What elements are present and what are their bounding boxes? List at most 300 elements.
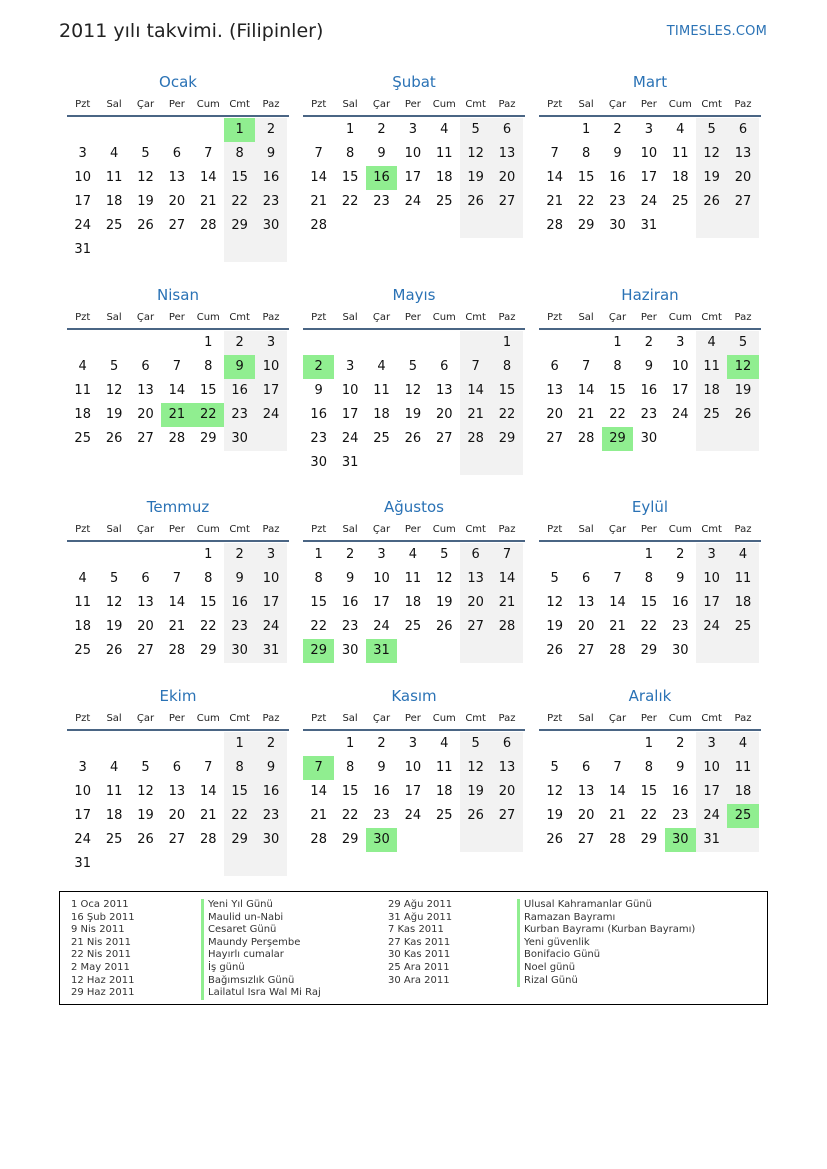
day-cell: 27 xyxy=(137,431,154,446)
day-cell: 23 xyxy=(224,615,255,639)
day-cell: 24 xyxy=(404,808,422,823)
day-cell: 4 xyxy=(78,359,87,374)
day-cell: 7 xyxy=(460,355,491,379)
day-cell: 2 xyxy=(377,122,386,137)
day-cell: 10 xyxy=(373,571,390,586)
empty-day-cell xyxy=(429,214,460,238)
weekday-label: Sal xyxy=(578,98,594,110)
empty-day-cell xyxy=(67,118,98,142)
empty-day-cell xyxy=(696,427,727,451)
day-cell: 16 xyxy=(255,166,286,190)
empty-day-cell xyxy=(727,214,758,238)
day-cell: 29 xyxy=(640,643,658,658)
day-cell: 19 xyxy=(137,194,154,209)
day-cell: 4 xyxy=(377,359,386,374)
day-cell: 17 xyxy=(671,383,689,398)
day-cell: 20 xyxy=(137,619,154,634)
day-cell: 29 xyxy=(341,832,359,847)
weekday-label: Paz xyxy=(262,523,280,535)
day-cell: 16 xyxy=(310,407,327,422)
day-cell: 9 xyxy=(255,142,286,166)
day-cell: 22 xyxy=(224,804,255,828)
weekday-label: Per xyxy=(404,311,421,323)
day-cell: 2 xyxy=(255,118,286,142)
legend-holiday-name: Kurban Bayramı (Kurban Bayramı) xyxy=(517,924,695,937)
day-cell: 8 xyxy=(644,571,653,586)
day-cell: 19 xyxy=(727,379,758,403)
legend-date: 25 Ara 2011 xyxy=(388,961,450,973)
day-grid xyxy=(303,543,525,663)
day-cell: 5 xyxy=(141,146,150,161)
day-cell: 29 xyxy=(577,218,595,233)
day-cell: 13 xyxy=(577,784,595,799)
day-cell: 4 xyxy=(727,543,758,567)
day-cell: 27 xyxy=(546,431,563,446)
day-cell: 9 xyxy=(377,146,386,161)
day-cell: 14 xyxy=(199,170,217,185)
empty-day-cell xyxy=(397,828,428,852)
day-cell: 16 xyxy=(671,595,689,610)
day-cell: 19 xyxy=(435,595,453,610)
legend-date: 27 Kas 2011 xyxy=(388,936,451,948)
day-cell: 26 xyxy=(727,403,758,427)
month-name: Mart xyxy=(632,73,668,91)
day-cell: 10 xyxy=(74,170,91,185)
empty-day-cell xyxy=(255,852,286,876)
day-cell: 17 xyxy=(255,591,286,615)
day-cell: 9 xyxy=(377,760,386,775)
day-cell: 6 xyxy=(550,359,559,374)
day-cell: 19 xyxy=(460,166,491,190)
month-name: Ocak xyxy=(159,73,197,91)
day-cell: 30 xyxy=(671,643,689,658)
day-cell: 26 xyxy=(137,218,154,233)
day-cell: 12 xyxy=(696,142,727,166)
weekday-label: Cum xyxy=(196,98,220,110)
day-cell: 31 xyxy=(74,242,91,257)
site-logo[interactable]: TIMESLES.COM xyxy=(666,24,767,39)
day-cell: 22 xyxy=(577,194,595,209)
weekday-label: Paz xyxy=(498,98,516,110)
day-cell: 9 xyxy=(314,383,323,398)
weekday-header xyxy=(303,707,525,731)
day-cell: 25 xyxy=(105,218,123,233)
weekday-header xyxy=(67,518,289,542)
day-cell: 22 xyxy=(640,808,658,823)
day-cell: 6 xyxy=(727,118,758,142)
day-cell: 6 xyxy=(491,732,522,756)
day-cell: 23 xyxy=(373,194,390,209)
weekday-label: Çar xyxy=(136,98,155,110)
weekday-header xyxy=(303,306,525,330)
empty-day-cell xyxy=(696,214,727,238)
day-cell: 2 xyxy=(224,331,255,355)
weekday-label: Cum xyxy=(196,712,220,724)
day-cell: 28 xyxy=(310,218,327,233)
day-cell: 28 xyxy=(609,643,626,658)
holiday-day-cell: 9 xyxy=(224,355,255,379)
weekday-label: Pzt xyxy=(547,311,563,323)
weekday-label: Çar xyxy=(372,523,391,535)
day-cell: 9 xyxy=(224,567,255,591)
day-cell: 13 xyxy=(577,595,595,610)
day-cell: 18 xyxy=(74,407,91,422)
weekday-label: Cum xyxy=(432,712,456,724)
day-cell: 13 xyxy=(168,784,186,799)
weekday-label: Çar xyxy=(372,98,391,110)
day-cell: 28 xyxy=(310,832,327,847)
day-cell: 14 xyxy=(310,170,327,185)
day-grid xyxy=(67,331,289,451)
day-grid xyxy=(67,732,289,876)
empty-day-cell xyxy=(397,639,428,663)
weekday-label: Cmt xyxy=(465,311,486,323)
day-cell: 6 xyxy=(172,146,181,161)
day-cell: 27 xyxy=(577,643,595,658)
legend-names-col-1 xyxy=(201,899,321,1000)
day-cell: 23 xyxy=(640,407,658,422)
empty-day-cell xyxy=(224,852,255,876)
day-cell: 18 xyxy=(105,808,123,823)
day-cell: 11 xyxy=(671,146,689,161)
day-cell: 22 xyxy=(491,403,522,427)
day-cell: 21 xyxy=(310,808,327,823)
empty-day-cell xyxy=(397,451,428,475)
weekday-label: Paz xyxy=(498,523,516,535)
day-cell: 4 xyxy=(696,331,727,355)
weekday-label: Pzt xyxy=(311,98,327,110)
legend-date: 22 Nis 2011 xyxy=(71,949,131,961)
legend-holiday-name: Hayırlı cumalar xyxy=(201,949,321,962)
weekday-label: Per xyxy=(640,311,657,323)
weekday-label: Per xyxy=(404,523,421,535)
weekday-label: Pzt xyxy=(75,311,91,323)
day-cell: 20 xyxy=(577,808,595,823)
empty-day-cell xyxy=(334,331,365,355)
day-cell: 2 xyxy=(224,543,255,567)
day-cell: 2 xyxy=(345,547,355,562)
weekday-header xyxy=(303,93,525,117)
day-cell: 21 xyxy=(168,619,186,634)
day-cell: 15 xyxy=(224,780,255,804)
day-grid xyxy=(67,543,289,663)
day-cell: 1 xyxy=(644,547,653,562)
day-cell: 26 xyxy=(137,832,154,847)
weekday-label: Cmt xyxy=(701,98,722,110)
day-cell: 17 xyxy=(255,379,286,403)
day-cell: 6 xyxy=(440,359,449,374)
day-cell: 7 xyxy=(491,543,522,567)
weekday-label: Cum xyxy=(196,311,220,323)
empty-day-cell xyxy=(161,543,192,567)
day-cell: 18 xyxy=(727,780,758,804)
day-cell: 2 xyxy=(255,732,286,756)
day-cell: 7 xyxy=(314,146,323,161)
day-cell: 15 xyxy=(640,595,658,610)
day-cell: 19 xyxy=(105,407,123,422)
empty-day-cell xyxy=(303,118,334,142)
day-cell: 5 xyxy=(109,359,119,374)
day-cell: 21 xyxy=(491,591,522,615)
day-cell: 17 xyxy=(696,780,727,804)
month-name: Kasım xyxy=(391,687,437,705)
weekday-header xyxy=(539,306,761,330)
day-cell: 31 xyxy=(640,218,658,233)
empty-day-cell xyxy=(255,427,286,451)
day-cell: 1 xyxy=(224,732,255,756)
month-name: Mayıs xyxy=(392,286,436,304)
holiday-day-cell: 25 xyxy=(727,804,758,828)
day-cell: 20 xyxy=(577,619,595,634)
day-cell: 21 xyxy=(199,194,217,209)
day-cell: 15 xyxy=(491,379,522,403)
day-cell: 3 xyxy=(408,122,417,137)
day-grid xyxy=(303,732,525,852)
legend-holiday-name: Cesaret Günü xyxy=(201,924,321,937)
day-cell: 28 xyxy=(168,643,186,658)
day-cell: 28 xyxy=(460,427,491,451)
day-cell: 18 xyxy=(105,194,123,209)
day-cell: 9 xyxy=(676,571,685,586)
holiday-day-cell: 30 xyxy=(366,828,397,852)
day-cell: 9 xyxy=(613,146,622,161)
empty-day-cell xyxy=(539,732,570,756)
empty-day-cell xyxy=(130,118,161,142)
day-cell: 25 xyxy=(404,619,422,634)
day-cell: 14 xyxy=(168,595,186,610)
day-cell: 3 xyxy=(377,547,386,562)
day-cell: 8 xyxy=(345,146,355,161)
day-cell: 30 xyxy=(341,643,359,658)
day-cell: 11 xyxy=(105,784,123,799)
legend-holiday-name: Maulid un-Nabi xyxy=(201,912,321,925)
day-cell: 24 xyxy=(74,218,91,233)
month-block xyxy=(303,284,525,475)
day-cell: 15 xyxy=(199,595,217,610)
day-cell: 6 xyxy=(141,571,150,586)
month-block xyxy=(303,71,525,238)
empty-day-cell xyxy=(665,214,696,238)
day-cell: 18 xyxy=(74,619,91,634)
day-cell: 10 xyxy=(341,383,359,398)
month-name: Haziran xyxy=(621,286,679,304)
month-block xyxy=(67,685,289,876)
empty-day-cell xyxy=(727,828,758,852)
day-grid xyxy=(67,118,289,262)
empty-day-cell xyxy=(539,331,570,355)
legend-holiday-name: İş günü xyxy=(201,962,321,975)
weekday-header xyxy=(539,518,761,542)
legend-date: 30 Ara 2011 xyxy=(388,974,450,986)
day-cell: 29 xyxy=(199,431,217,446)
month-block xyxy=(539,71,761,238)
day-cell: 26 xyxy=(696,190,727,214)
empty-day-cell xyxy=(130,732,161,756)
day-cell: 17 xyxy=(373,595,390,610)
day-cell: 17 xyxy=(404,784,422,799)
day-cell: 26 xyxy=(460,190,491,214)
day-cell: 23 xyxy=(609,194,626,209)
day-grid xyxy=(539,331,761,451)
day-cell: 26 xyxy=(435,619,453,634)
day-grid xyxy=(539,732,761,852)
weekday-label: Sal xyxy=(578,311,594,323)
day-cell: 7 xyxy=(581,359,591,374)
day-cell: 7 xyxy=(172,359,181,374)
day-cell: 21 xyxy=(460,403,491,427)
month-block xyxy=(67,284,289,451)
weekday-label: Pzt xyxy=(75,523,91,535)
day-cell: 8 xyxy=(204,359,213,374)
month-block xyxy=(67,496,289,663)
weekday-label: Paz xyxy=(734,523,752,535)
day-cell: 8 xyxy=(224,756,255,780)
weekday-label: Paz xyxy=(498,712,516,724)
weekday-label: Paz xyxy=(734,98,752,110)
holiday-day-cell: 29 xyxy=(303,639,334,663)
legend-date: 7 Kas 2011 xyxy=(388,924,444,936)
day-cell: 1 xyxy=(204,547,213,562)
weekday-label: Cum xyxy=(668,712,692,724)
day-cell: 27 xyxy=(491,804,522,828)
day-cell: 19 xyxy=(546,808,563,823)
day-cell: 25 xyxy=(696,403,727,427)
empty-day-cell xyxy=(98,543,129,567)
day-cell: 27 xyxy=(435,431,453,446)
day-cell: 22 xyxy=(224,190,255,214)
empty-day-cell xyxy=(665,427,696,451)
holiday-day-cell: 31 xyxy=(366,639,397,663)
day-cell: 28 xyxy=(168,431,186,446)
empty-day-cell xyxy=(130,331,161,355)
empty-day-cell xyxy=(193,118,224,142)
weekday-label: Cmt xyxy=(465,98,486,110)
day-cell: 20 xyxy=(546,407,563,422)
day-cell: 5 xyxy=(109,571,119,586)
day-cell: 2 xyxy=(377,736,386,751)
legend-holiday-name: Noel günü xyxy=(517,962,695,975)
empty-day-cell xyxy=(366,214,397,238)
day-cell: 13 xyxy=(137,595,154,610)
empty-day-cell xyxy=(727,639,758,663)
day-cell: 23 xyxy=(671,619,689,634)
day-cell: 27 xyxy=(137,643,154,658)
weekday-label: Çar xyxy=(608,311,627,323)
day-cell: 19 xyxy=(696,166,727,190)
day-cell: 11 xyxy=(74,383,91,398)
holiday-day-cell: 1 xyxy=(224,118,255,142)
day-cell: 14 xyxy=(168,383,186,398)
day-cell: 13 xyxy=(460,567,491,591)
weekday-label: Paz xyxy=(262,98,280,110)
weekday-label: Per xyxy=(640,98,657,110)
day-cell: 1 xyxy=(644,736,653,751)
day-cell: 16 xyxy=(341,595,359,610)
day-cell: 3 xyxy=(78,146,87,161)
empty-day-cell xyxy=(539,118,570,142)
empty-day-cell xyxy=(366,331,397,355)
day-cell: 17 xyxy=(404,170,422,185)
weekday-label: Sal xyxy=(342,712,358,724)
day-cell: 5 xyxy=(550,571,559,586)
weekday-label: Cmt xyxy=(229,98,250,110)
empty-day-cell xyxy=(602,732,633,756)
weekday-label: Per xyxy=(640,712,657,724)
weekday-header xyxy=(67,306,289,330)
weekday-label: Çar xyxy=(136,311,155,323)
weekday-label: Per xyxy=(404,98,421,110)
day-cell: 29 xyxy=(199,643,217,658)
day-cell: 21 xyxy=(546,194,563,209)
day-cell: 11 xyxy=(435,146,453,161)
empty-day-cell xyxy=(193,732,224,756)
day-cell: 18 xyxy=(727,591,758,615)
day-cell: 4 xyxy=(440,122,449,137)
day-cell: 9 xyxy=(255,756,286,780)
weekday-label: Cum xyxy=(196,523,220,535)
day-cell: 2 xyxy=(676,547,685,562)
weekday-label: Çar xyxy=(372,712,391,724)
empty-day-cell xyxy=(460,828,491,852)
day-cell: 23 xyxy=(373,808,390,823)
day-cell: 3 xyxy=(78,760,87,775)
day-cell: 28 xyxy=(491,615,522,639)
day-cell: 18 xyxy=(435,170,453,185)
empty-day-cell xyxy=(397,214,428,238)
weekday-label: Sal xyxy=(106,523,122,535)
day-cell: 10 xyxy=(696,567,727,591)
day-cell: 16 xyxy=(640,383,658,398)
month-name: Nisan xyxy=(157,286,199,304)
weekday-label: Sal xyxy=(578,523,594,535)
weekday-label: Per xyxy=(168,98,185,110)
day-cell: 19 xyxy=(137,808,154,823)
day-cell: 23 xyxy=(341,619,359,634)
day-cell: 21 xyxy=(609,808,626,823)
day-cell: 29 xyxy=(224,828,255,852)
weekday-label: Cum xyxy=(668,98,692,110)
legend-date: 9 Nis 2011 xyxy=(71,924,125,936)
holiday-day-cell: 2 xyxy=(303,355,334,379)
legend-date: 29 Haz 2011 xyxy=(71,987,135,999)
day-cell: 10 xyxy=(404,146,422,161)
day-cell: 24 xyxy=(74,832,91,847)
weekday-label: Cmt xyxy=(701,311,722,323)
day-cell: 14 xyxy=(577,383,595,398)
month-name: Ağustos xyxy=(384,498,444,516)
day-cell: 26 xyxy=(546,643,563,658)
day-cell: 10 xyxy=(404,760,422,775)
empty-day-cell xyxy=(397,331,428,355)
empty-day-cell xyxy=(161,118,192,142)
day-cell: 28 xyxy=(546,218,563,233)
weekday-label: Pzt xyxy=(547,523,563,535)
month-block xyxy=(539,496,761,663)
day-cell: 17 xyxy=(640,170,658,185)
day-cell: 16 xyxy=(255,780,286,804)
empty-day-cell xyxy=(98,118,129,142)
weekday-header xyxy=(539,707,761,731)
day-cell: 5 xyxy=(440,547,449,562)
day-cell: 26 xyxy=(460,804,491,828)
day-cell: 19 xyxy=(404,407,422,422)
day-cell: 18 xyxy=(435,784,453,799)
day-cell: 2 xyxy=(676,736,685,751)
day-cell: 22 xyxy=(341,194,359,209)
day-cell: 10 xyxy=(74,784,91,799)
weekday-label: Pzt xyxy=(75,98,91,110)
day-cell: 30 xyxy=(640,431,658,446)
